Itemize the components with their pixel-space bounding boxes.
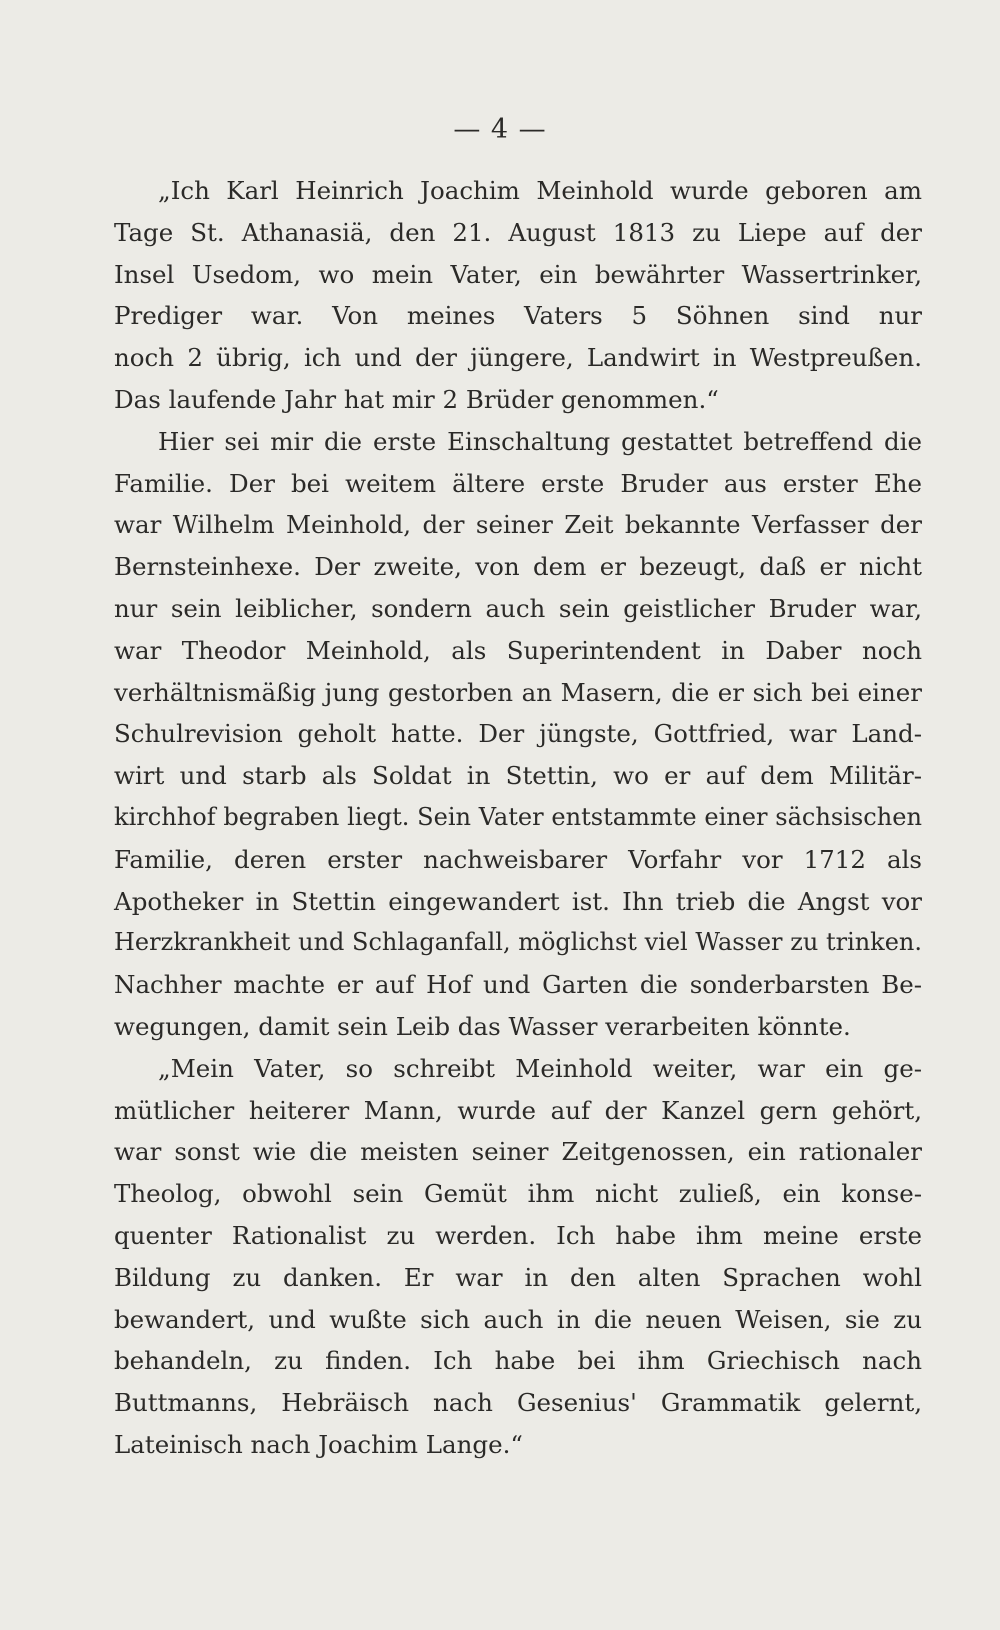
text-line: wirt und starb als Soldat in Stettin, wo er auf dem Militär- [114,761,922,791]
text-line: Buttmanns, Hebräisch nach Gesenius' Grammatik gelernt, [114,1388,922,1418]
text-line: Insel Usedom, wo mein Vater, ein bewährter Wassertrinker, [114,259,922,289]
page-number: — 4 — [453,114,547,145]
text-line: Apotheker in Stettin eingewandert ist. Ihn trieb die Angst vor [114,886,922,916]
paragraph [114,1048,922,1466]
text-line: „Ich Karl Heinrich Joachim Meinhold wurde geboren am [158,176,922,205]
text-line: war Wilhelm Meinhold, der seiner Zeit bekannte Verfasser der [114,510,922,540]
text-line: war sonst wie die meisten seiner Zeitgenossen, ein rationaler [114,1137,922,1167]
paragraph [114,421,922,1048]
body-text [114,170,922,1466]
text-line: Familie, deren erster nachweisbarer Vorfahr vor 1712 als [114,844,922,874]
text-line: „Mein Vater, so schreibt Meinhold weiter, war ein ge- [158,1053,922,1083]
text-line: Schulrevision geholt hatte. Der jüngste, Gottfried, war Land- [114,719,922,749]
text-line: Nachher machte er auf Hof und Garten die sonderbarsten Be- [114,970,922,1000]
text-line: war Theodor Meinhold, als Superintendent in Daber noch [114,635,922,665]
text-line: Bildung zu danken. Er war in den alten Sprachen wohl [114,1262,922,1292]
text-line: Bernsteinhexe. Der zweite, von dem er bezeugt, daß er nicht [114,552,922,582]
text-line: Familie. Der bei weitem ältere erste Bruder aus erster Ehe [114,468,922,498]
text-line: Das laufende Jahr hat mir 2 Brüder genommen.“ [114,384,719,414]
text-line: Herzkrankheit und Schlaganfall, möglichst viel Wasser zu trinken. [114,928,922,957]
text-line: verhältnismäßig jung gestorben an Masern, die er sich bei einer [114,677,922,707]
text-line: noch 2 übrig, ich und der jüngere, Landwirt in Westpreußen. [114,343,922,373]
text-line: nur sein leiblicher, sondern auch sein geistlicher Bruder war, [114,593,922,623]
text-line: Lateinisch nach Joachim Lange.“ [114,1429,523,1459]
text-line: bewandert, und wußte sich auch in die neuen Weisen, sie zu [114,1304,922,1334]
text-line: behandeln, zu finden. Ich habe bei ihm Griechisch nach [114,1346,922,1376]
text-line: quenter Rationalist zu werden. Ich habe ihm meine erste [114,1220,922,1250]
text-line: mütlicher heiterer Mann, wurde auf der Kanzel gern gehört, [114,1095,922,1125]
paragraph [114,170,922,421]
text-line: Prediger war. Von meines Vaters 5 Söhnen sind nur [114,301,922,331]
text-line: Theolog, obwohl sein Gemüt ihm nicht zuließ, ein konse- [114,1179,922,1209]
text-line: Hier sei mir die erste Einschaltung gestattet betreffend die [158,426,922,456]
text-line: wegungen, damit sein Leib das Wasser verarbeiten könnte. [114,1011,851,1041]
text-line: Tage St. Athanasiä, den 21. August 1813 zu Liepe auf der [114,217,922,247]
text-line: kirchhof begraben liegt. Sein Vater entstammte einer sächsischen [114,802,922,831]
